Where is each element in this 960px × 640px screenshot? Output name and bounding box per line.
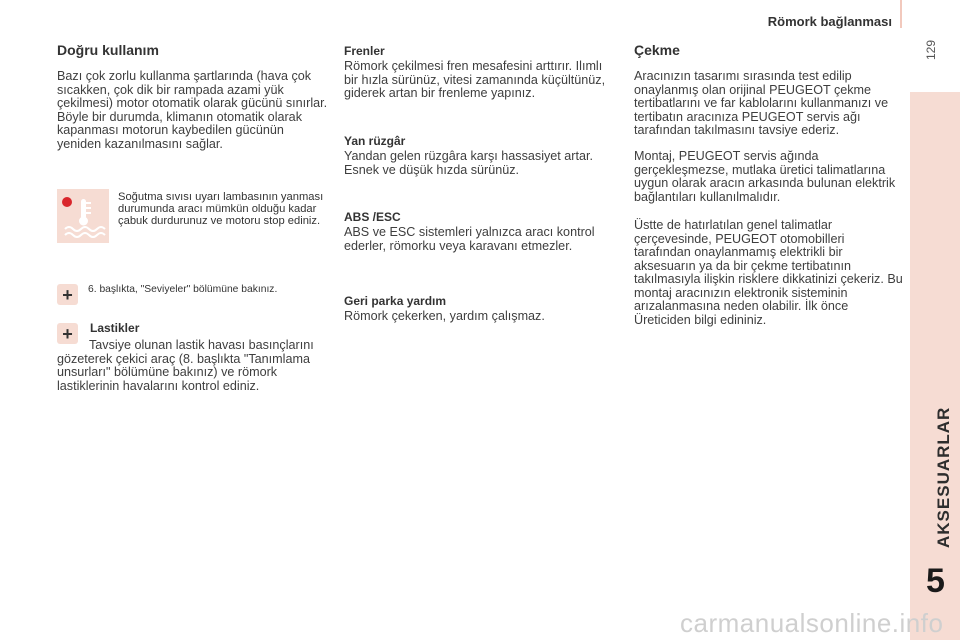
tyres-heading: Lastikler — [90, 321, 140, 335]
page-number: 129 — [924, 39, 938, 60]
chapter-label: AKSESUARLAR — [934, 406, 953, 548]
brakes-heading: Frenler — [344, 44, 385, 58]
crosswind-heading: Yan rüzgâr — [344, 134, 406, 148]
abs-esc-heading: ABS /ESC — [344, 210, 401, 224]
brakes-text: Römork çekilmesi fren mesafesini arttırır. Ilımlı bir hızla sürünüz, vitesi zamanında küçültünüz, giderek artan bir frenleme yapınız. — [344, 59, 606, 100]
levels-note: 6. başlıkta, "Seviyeler" bölümüne bakınız. — [88, 284, 278, 295]
coolant-temperature-warning-icon — [57, 189, 109, 243]
towing-paragraph-1: Aracınızın tasarımı sırasında test edilip onaylanmış olan orijinal PEUGEOT çekme tertibatlarını ve far kablolarını kullanmanızı ve tertibatın aracınıza PEUGEOT servis ağı tarafından takılmasını tavsiye ederiz. — [634, 69, 889, 137]
parking-assist-heading: Geri parka yardım — [344, 294, 447, 308]
section-heading-proper-use: Doğru kullanım — [57, 42, 159, 58]
towing-paragraph-2: Montaj, PEUGEOT servis ağında gerçekleşmezse, mutlaka üretici talimatlarına uygun olarak aracın arkasında bulunan elektrik bağlantıları kullanılmalıdır. — [634, 149, 896, 204]
coolant-warning-text: Soğutma sıvısı uyarı lambasının yanması durumunda aracı mümkün olduğu kadar çabuk durdurunuz ve motoru stop ediniz. — [118, 191, 324, 228]
note-box — [57, 284, 78, 305]
header-divider — [900, 0, 902, 28]
proper-use-text: Bazı çok zorlu kullanma şartlarında (hava çok sıcakken, çok dik bir rampada azami yük çekilmesi) motor otomatik olarak gücünü sınırlar. Böyle bir durumda, klimanın otomatik olarak kapanması motorun kaybedilen gücünün yeniden kazanılmasını sağlar. — [57, 69, 328, 151]
warning-icon-box — [57, 189, 109, 243]
chapter-number: 5 — [926, 562, 945, 600]
chapter-sidebar — [910, 92, 960, 640]
page-header-title: Römork bağlanması — [767, 14, 892, 29]
abs-esc-text: ABS ve ESC sistemleri yalnızca aracı kontrol ederler, römorku veya karavanı etmezler. — [344, 225, 595, 253]
plus-icon: + — [62, 284, 73, 305]
tyres-text: Tavsiye olunan lastik havası basınçlarını gözeterek çekici araç (8. başlıkta "Tanımlama unsurları" bölümüne bakınız) ve römork lastiklerinin havalarını kontrol ediniz. — [57, 338, 314, 393]
plus-icon: + — [62, 323, 73, 344]
watermark: carmanualsonline.info — [680, 608, 944, 638]
parking-assist-text: Römork çekerken, yardım çalışmaz. — [344, 309, 545, 323]
towing-paragraph-3: Üstte de hatırlatılan genel talimatlar çerçevesinde, PEUGEOT otomobilleri tarafından onaylanmamış elektrikli bir aksesuarın ya da bir çekme tertibatının takılmasıyla ilişkin risklere dikkatinizi çekeriz. Bu montaj aracınızın elektronik sisteminin arızalanmasına neden olabilir. İlk önce Üreticiden bilgi edininiz. — [634, 218, 903, 327]
section-heading-towing: Çekme — [634, 42, 680, 58]
crosswind-text: Yandan gelen rüzgâra karşı hassasiyet artar. Esnek ve düşük hızda sürünüz. — [344, 149, 593, 177]
